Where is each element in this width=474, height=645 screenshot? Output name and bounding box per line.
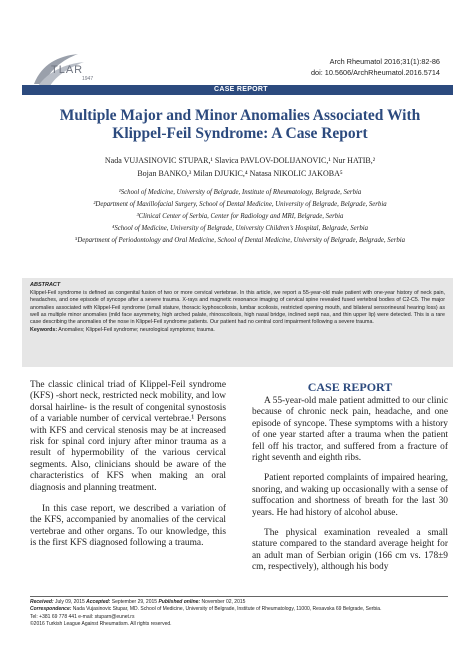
- accepted-date: September 29, 2015: [111, 599, 158, 605]
- footer-contact: Tel: +381 69 778 441 e-mail: stuparn@eunet.rs: [30, 613, 135, 620]
- body-paragraph: The physical examination revealed a small stature compared to the standard average height for an adult man of Serbian origin (166 cm vs. 178±9 cm, respectively), although his body: [252, 528, 448, 573]
- received-date: July 09, 2015: [55, 599, 85, 605]
- journal-logo-text: TLAR: [51, 64, 84, 76]
- abstract-box: [22, 278, 453, 367]
- affiliation-list: [40, 187, 440, 247]
- affiliation-item: ⁵Department of Periodontology and Oral Medicine, School of Dental Medicine, University of Belgrade, Belgrade, Serbia: [74, 237, 406, 244]
- correspondence-label: Correspondence:: [30, 606, 72, 613]
- article-title: [40, 107, 440, 143]
- section-banner-label: CASE REPORT: [214, 86, 268, 93]
- affiliation-item: ⁴School of Medicine, University of Belgrade, University Children’s Hospital, Belgrade, Serbia: [111, 225, 369, 232]
- body-paragraph: In this case report, we described a variation of the KFS, accompanied by anomalies of the cervical vertebrae and other organs. To our knowledge, this is the first KFS diagnosed following a trauma.: [30, 504, 226, 549]
- authors-line-2: Bojan BANKO,³ Milan DJUKIC,⁴ Natasa NIKOLIC JAKOBA⁵: [137, 169, 343, 178]
- correspondence-text: Nada Vujasinovic Stupar, MD. School of Medicine, University of Belgrade, Institute of Rheumatology, 11000, Resavska 69 Belgrade, Serbia.: [72, 606, 382, 613]
- footer-divider: [30, 596, 448, 597]
- authors-line-1: Nada VUJASINOVIC STUPAR,¹ Slavica PAVLOV-DOLIJANOVIC,¹ Nur HATIB,²: [104, 156, 376, 165]
- footer: [30, 599, 460, 629]
- accepted-label: Accepted:: [86, 599, 111, 605]
- affiliation-item: ³Clinical Center of Serbia, Center for Radiology and MRI, Belgrade, Serbia: [136, 213, 344, 220]
- footer-dates: [30, 599, 460, 606]
- published-label: Published online:: [158, 599, 201, 605]
- body-paragraph: The classic clinical triad of Klippel-Feil syndrome (KFS) -short neck, restricted neck mobility, and low dorsal hairline- is the result of congenital synostosis of a variable number of cervical vertebrae.¹ Persons with KFS and cervical stenosis may be at increased risk for spinal cord injury after minor trauma as a result of hypermobility of the various cervical segments. Also, clinicians should be aware of the characteristics of KFS when making an oral diagnosis and planning treatment.: [30, 380, 226, 493]
- body-column-left: [30, 380, 226, 560]
- footer-correspondence: [30, 606, 460, 613]
- keywords-label: Keywords:: [30, 327, 58, 334]
- keywords-text: Anomalies; Klippel-Feil syndrome; neurological symptoms; trauma.: [58, 327, 215, 334]
- abstract-heading: ABSTRACT: [30, 282, 61, 288]
- affiliation-item: ¹School of Medicine, University of Belgrade, Institute of Rheumatology, Belgrade, Serbia: [118, 189, 362, 196]
- body-column-right: [252, 380, 448, 583]
- citation: [311, 57, 440, 78]
- author-list: [40, 154, 440, 180]
- body-paragraph: Patient reported complaints of impaired hearing, snoring, and waking up occasionally with a sense of suffocation and shortness of breath for the last 30 years. He had history of alcohol abuse.: [252, 473, 448, 518]
- received-label: Received:: [30, 599, 54, 605]
- body-paragraph: A 55-year-old male patient admitted to our clinic because of chronic neck pain, headache, and one episode of syncope. These symptoms with a history of one year started after a trauma when the patient fell off his tractor, and suffered from a fracture of right seventh and eighth ribs.: [252, 396, 448, 464]
- case-report-heading: CASE REPORT: [307, 380, 393, 394]
- journal-logo-year: 1947: [82, 76, 94, 82]
- article-title-line-2: Klippel-Feil Syndrome: A Case Report: [112, 125, 368, 142]
- keywords: [30, 327, 445, 334]
- footer-copyright: ©2016 Turkish League Against Rheumatism. All rights reserved.: [30, 621, 172, 628]
- article-title-line-1: Multiple Major and Minor Anomalies Associated With: [59, 107, 421, 124]
- citation-doi[interactable]: doi: 10.5606/ArchRheumatol.2016.5714: [310, 67, 440, 77]
- published-date: November 02, 2015: [201, 599, 246, 605]
- abstract-text: Klippel-Feil syndrome is defined as congenital fusion of two or more cervical vertebrae. In this article, we report a 55-year-old male patient with one-year history of neck pain, headaches, and one episode of syncope after a severe trauma. X-rays and magnetic resonance imaging of cervical spine revealed fused vertebral bodies of C2-C5. The major anomalies associated with Klippel-Feil syndrome (small stature, thoracic kyphoscoliosis, lumbar scoliosis, restricted opening mouth, and bilateral sensorineural hearing loss) as well as multiple minor anomalies (mild face asymmetry, high arched palate, rhinoscoliosis, high nasal bridge, inclined septi nas, and thin upper lip) were detected. This is a rare case describing the anomalies of the nose in Klippel-Feil syndrome patients. Our patient had no central cord impairment following a severe trauma.: [30, 290, 445, 326]
- affiliation-item: ²Department of Maxillofacial Surgery, School of Dental Medicine, University of Belgrade, Belgrade, Serbia: [93, 201, 387, 208]
- citation-volume: Arch Rheumatol 2016;31(1):82-86: [329, 57, 440, 66]
